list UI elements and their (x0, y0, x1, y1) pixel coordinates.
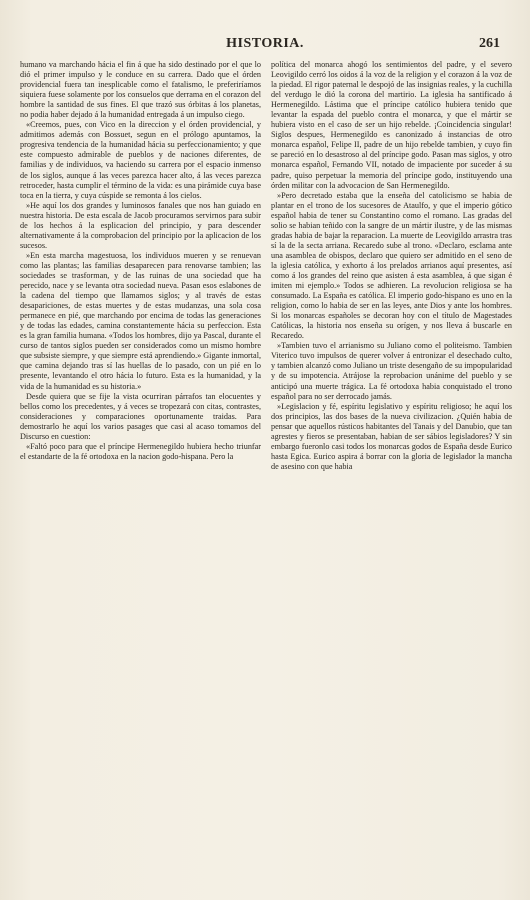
running-head (0, 36, 530, 56)
paragraph: »Pero decretado estaba que la enseña del catolicismo se habia de plantar en el trono de los sucesores de Ataulfo, y que el imperio gótico español habia de tener su Constantino como el romano. Las gradas del solio se habian teñido con la sangre de un mártir ilustre, y de las mismas gradas habia de bajar la reparacion. La muerte de Leovigildo arrastra tras sí la de la secta arriana. Recaredo sube al trono. «Declaro, esclama ante una asamblea de obispos, declaro que quiero ser admitido en el seno de la iglesia católica, y exhorto á los prelados arrianos aquí presentes, así como á los grandes del reino que asisten á esta asamblea, á que sigan é imiten mi ejemplo.» Todos se adhieren. La revolucion religiosa se ha consumado. La España es católica. El imperio godo-hispano es uno en la religion, como lo habia de ser en las leyes, ante Dios y ante los hombres. Si los monarcas españoles se decoran hoy con el título de Magestades Católicas, la historia nos enseña su orígen, y nos lleva á buscarle en Recaredo. (271, 190, 512, 341)
paragraph: «Creemos, pues, con Vico en la direccion y el órden providencial, y admitimos además con Bossuet, segun en el prólogo apuntamos, la progresiva tendencia de la humanidad hácia su perfeccionamiento; y que este compuesto admirable de pueblos y de naciones diferentes, de familias y de individuos, va haciendo su carrera por el espacio inmenso de los siglos, aunque á las veces parezca hacer alto, á las veces parezca retroceder, hasta cumplir el término de la vida: es una pirámide cuya base toca en la tierra, y cuya cúspide se remonta á los cielos. (20, 120, 261, 200)
paragraph: »En esta marcha magestuosa, los individuos mueren y se renuevan como las plantas; las familias desaparecen para renovarse tambien; las sociedades se trasforman, y de las ruinas de una sociedad que ha perecido, nace y se levanta otra sociedad nueva. Pasan esos eslabones de la cadena del tiempo que llamamos siglos; y al través de estas desapariciones, de estas muertes y de estas mudanzas, una sola cosa permanece en pié, que marchando por encima de todas las generaciones y de todas las edades, camina constantemente hácia su perfeccion. Esta es la gran familia humana. «Todos los hombres, dijo ya Pascal, durante el curso de tantos siglos pueden ser considerados como un mismo hombre que subsiste siempre, y que siempre está aprendiendo.» Gigante inmortal, que camina dejando tras sí las huellas de lo pasado, con un pié en lo presente, levantando el otro hácia lo futuro. Esta es la humanidad, y la vida de la humanidad es su historia.» (20, 250, 261, 391)
left-column (20, 60, 261, 888)
paragraph: Desde quiera que se fije la vista ocurriran párrafos tan elocuentes y bellos como los precedentes, y á veces se tropezará con citas, contrastes, consideraciones y comparaciones oportunamente traidas. Para demostrarlo he aquí los varios pasages que casi al acaso tomamos del Discurso en cuestion: (20, 391, 261, 441)
paragraph: «Faltó poco para que el príncipe Hermenegildo hubiera hecho triunfar el estandarte de la fé ortodoxa en la nacion godo-hispana. Pero la (20, 441, 261, 461)
page-number: 261 (479, 36, 500, 51)
paragraph: »Tambien tuvo el arrianismo su Juliano como el politeismo. Tambien Viterico tuvo impulsos de querer volver á entronizar el desechado culto, y tambien alcanzó como Juliano un triste desengaño de su impopularidad y de su impotencia. Atrájose la reprobacion unánime del pueblo y se anticipó una muerte trágica. La fé ortodoxa habia conquistado el trono español para no ser derrocado jamás. (271, 341, 512, 401)
text-columns (20, 60, 512, 888)
paragraph: »He aquí los dos grandes y luminosos fanales que nos han guiado en nuestra historia. De esta escala de Jacob procuramos servirnos para subir de los hechos á la esplicacion del principio, y para descender alternativamente á la comprobacion del principio por la aplicacion de los sucesos. (20, 200, 261, 250)
paragraph: política del monarca ahogó los sentimientos del padre, y el severo Leovigildo cerró los oidos á la voz de la religion y el corazon á la voz de la piedad. El rigor paternal le despojó de las insignias reales, y la cuchilla del verdugo le dió la corona del martirio. La iglesia ha santificado á Hermenegildo. Lástima que el príncipe católico hubiera tenido que levantar la espada del pueblo contra el monarca, y que el mártir se hubiera visto en el caso de ser un hijo rebelde. ¡Coincidencia singular! Siglos despues, Hermenegildo es canonizado á instancias de otro monarca español, Felipe II, padre de un hijo rebelde tambien, y cuyo fin se pareció en lo desastroso al del príncipe godo. Pasan mas siglos, y otro monarca español, Fernando VII, notado de impaciente por suceder á su padre, quiso perpetuar la memoria del príncipe godo, instituyendo una órden militar con la advocacion de San Hermenegildo. (271, 60, 512, 190)
running-title: HISTORIA. (226, 36, 304, 51)
paragraph: humano va marchando hácia el fin á que ha sido destinado por el que lo dió el primer impulso y le conduce en su carrera. Dado que el órden providencial fuera tan inesplicable como el fatalismo, le preferiríamos siquiera fuese solamente por los consuelos que derrama en el corazon del hombre la santidad de sus fines. El que trazó sus órbitas á los planetas, no podia haber dejado á la humanidad entregada á un impulso ciego. (20, 60, 261, 120)
paragraph: »Legislacion y fé, espíritu legislativo y espíritu religioso; he aquí los dos principios, las dos bases de la nueva civilizacion. ¿Quién habia de pensar que aquellos rústicos habitantes del Tanais y del Danubio, que tan agrestes y fieros se presentaban, habian de ser sábios legisladores? Y sin embargo fueronlo casi todos los monarcas godos de España desde Eurico hasta Egica. Eurico aspira á borrar con la gloria de legislador la mancha de asesino con que habia (271, 401, 512, 471)
right-column (271, 60, 512, 888)
